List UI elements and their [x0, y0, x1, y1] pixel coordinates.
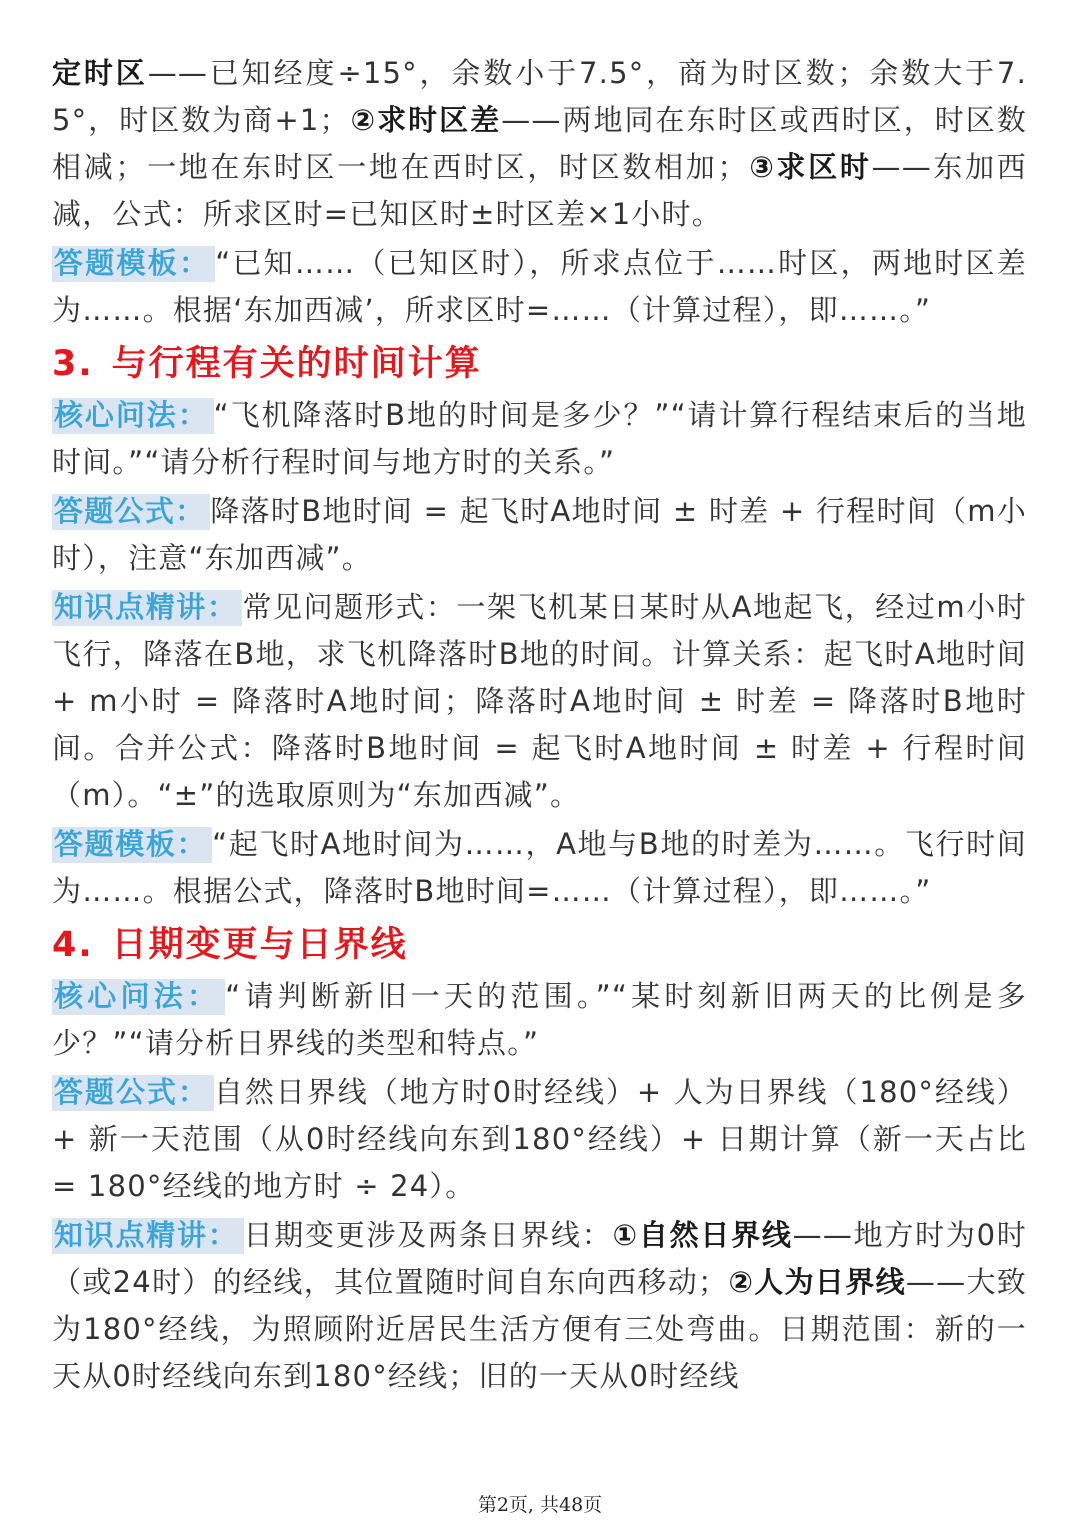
section-heading-3	[52, 336, 1027, 392]
knowledge-explanation-text: 常见问题形式：一架飞机某日某时从A地起飞，经过m小时飞行，降落在B地，求飞机降落时B地的时间。计算关系：起飞时A地时间 + m小时 = 降落时A地时间；降落时A地时间 ± 时差 = 降落时B地时间。合并公式：降落时B地时间 = 起飞时A地时间 ± 时差 + 行程时间（m）。“±”的选取原则为“东加西减”。	[52, 590, 1028, 812]
answer-template-paragraph	[52, 240, 1027, 334]
core-question-text: “请判断新旧一天的范围。”“某时刻新旧两天的比例是多少？”“请分析日界线的类型和特点。”	[52, 979, 1027, 1060]
section-number: 4.	[52, 925, 94, 965]
answer-formula-text: 自然日界线（地方时0时经线）+ 人为日界线（180°经线）+ 新一天范围（从0时经线向东到180°经线）+ 日期计算（新一天占比 = 180°经线的地方时 ÷ 24）。	[52, 1075, 1027, 1203]
answer-template-text: “起飞时A地时间为……，A地与B地的时差为……。飞行时间为……。根据公式，降落时B地时间=……（计算过程），即……。”	[52, 827, 1027, 908]
answer-formula-label: 答题公式：	[52, 1075, 214, 1111]
knowledge-explanation-label: 知识点精讲：	[52, 590, 242, 626]
answer-template-label: 答题模板：	[52, 246, 215, 282]
body-text: ——东加西减，公式：所求区时=已知区时±时区差×1小时。	[52, 150, 1027, 231]
knowledge-explanation-paragraph	[52, 1212, 1027, 1400]
page-content	[52, 50, 1027, 1400]
body-text: ——两地同在东时区或西时区，时区数相减；一地在东时区一地在西时区，时区数相加；	[52, 103, 1027, 184]
page-footer: 第2页, 共48页	[477, 1494, 603, 1516]
body-text: ——已知经度÷15°，余数小于7.5°，商为时区数；余数大于7.5°，时区数为商+1；	[52, 56, 1028, 137]
core-question-label: 核心问法：	[52, 979, 225, 1015]
answer-formula-text: 降落时B地时间 = 起飞时A地时间 ± 时差 + 行程时间（m小时），注意“东加西减”。	[52, 494, 1027, 575]
section-number: 3.	[52, 344, 94, 384]
answer-template-label: 答题模板：	[52, 827, 212, 863]
section-heading-4	[52, 917, 1027, 973]
knowledge-explanation-label: 知识点精讲：	[52, 1218, 244, 1254]
keyword-time-zone-difference: ②求时区差	[349, 103, 502, 137]
keyword-zone-time: ③求区时	[747, 150, 872, 184]
keyword-natural-date-line: ①自然日界线	[612, 1218, 793, 1252]
section-title: 与行程有关的时间计算	[111, 344, 482, 384]
keyword-artificial-date-line: ②人为日界线	[728, 1265, 906, 1299]
time-zone-method-paragraph	[52, 50, 1027, 238]
core-question-paragraph	[52, 392, 1027, 486]
body-text: ——地方时为0时（或24时）的经线，其位置随时间自东向西移动；	[52, 1218, 1027, 1299]
body-text: 日期变更涉及两条日界线：	[243, 1218, 613, 1252]
core-question-label: 核心问法：	[52, 398, 214, 434]
knowledge-explanation-paragraph	[52, 584, 1027, 819]
answer-formula-paragraph	[52, 1069, 1027, 1210]
section-title: 日期变更与日界线	[111, 925, 408, 965]
answer-formula-label: 答题公式：	[52, 494, 210, 530]
answer-formula-paragraph	[52, 488, 1027, 582]
answer-template-text: “已知……（已知区时），所求点位于……时区，两地时区差为……。根据‘东加西减’，所求区时=……（计算过程），即……。”	[52, 246, 1027, 327]
body-text: ——大致为180°经线，为照顾附近居民生活方便有三处弯曲。日期范围：新的一天从0时经线向东到180°经线；旧的一天从0时经线	[52, 1265, 1027, 1393]
core-question-text: “飞机降落时B地的时间是多少？”“请计算行程结束后的当地时间。”“请分析行程时间与地方时的关系。”	[52, 398, 1027, 479]
core-question-paragraph	[52, 973, 1027, 1067]
answer-template-paragraph	[52, 821, 1027, 915]
keyword-determine-time-zone: 定时区	[52, 56, 148, 90]
